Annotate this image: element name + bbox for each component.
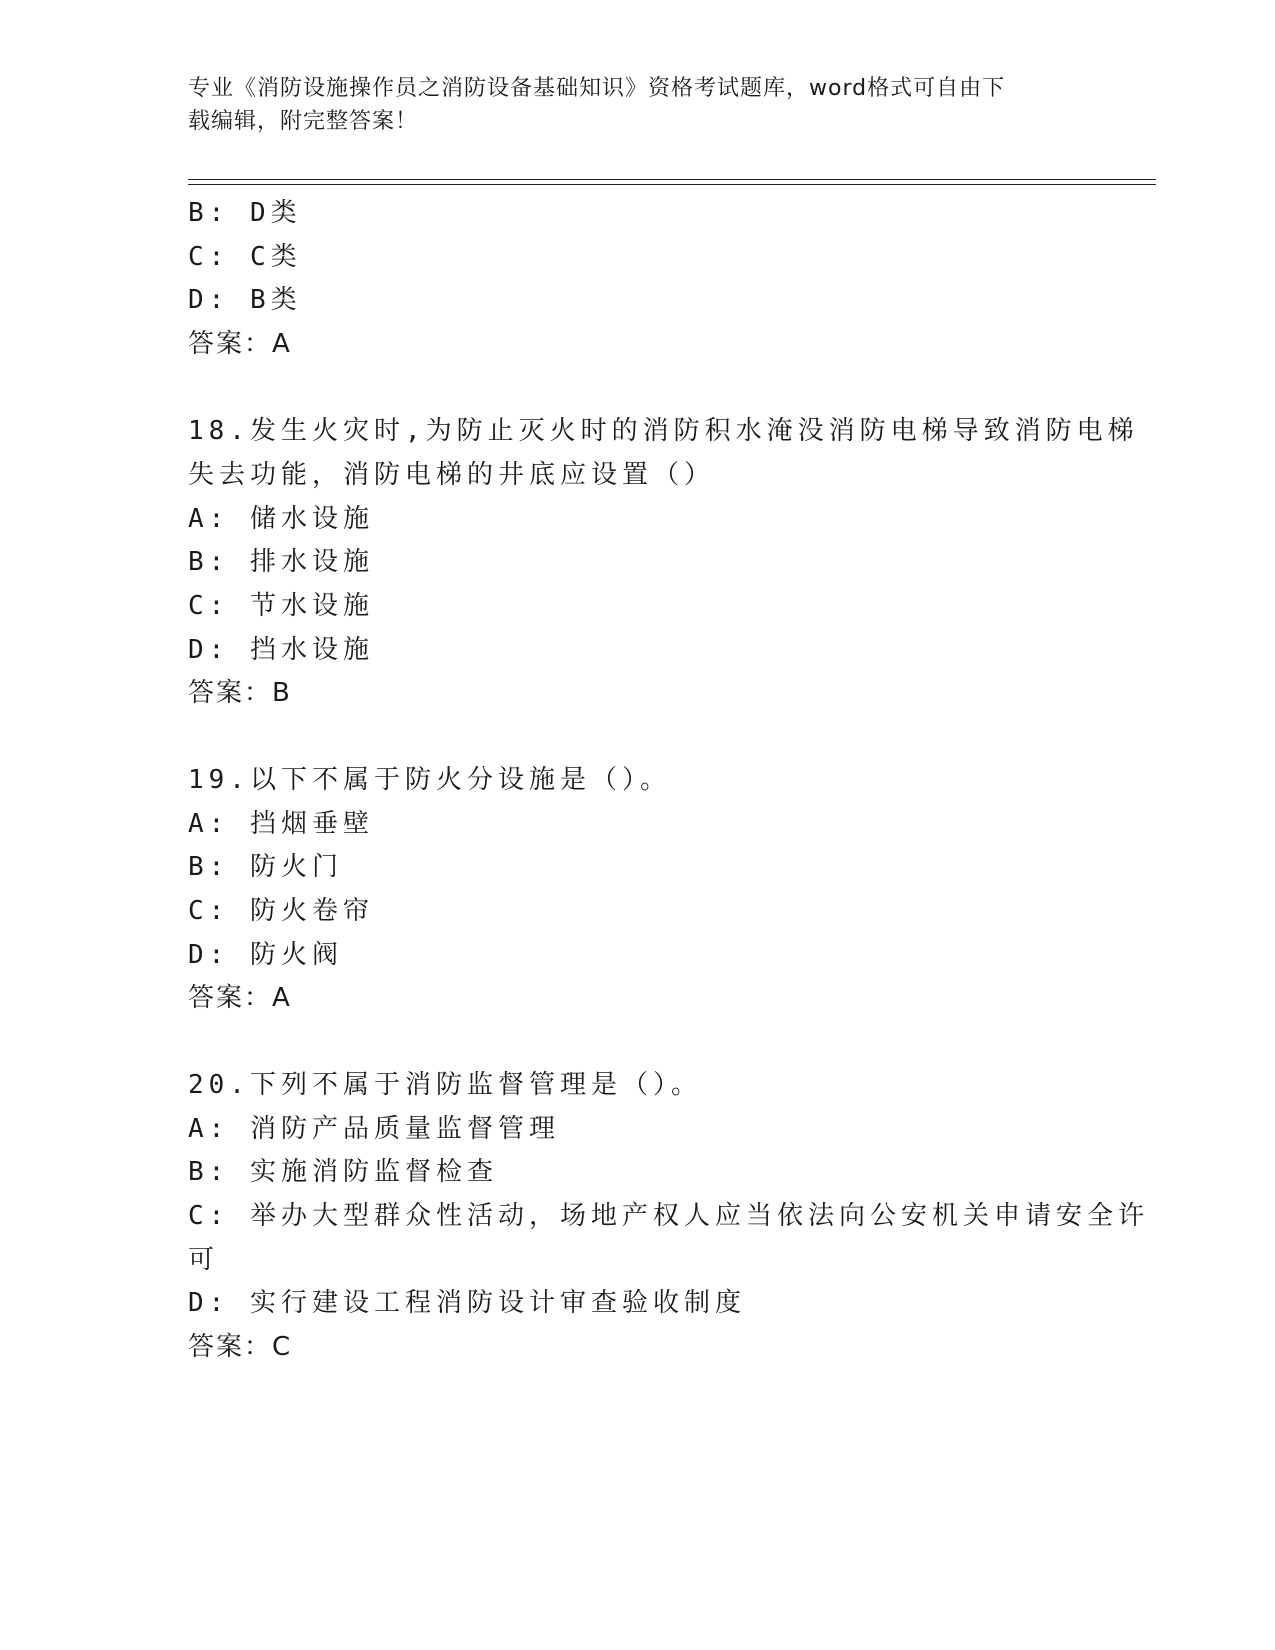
- q20-stem: 20.下列不属于消防监督管理是（）。: [188, 1070, 702, 1100]
- q19-option-b: B: 防火门: [188, 852, 343, 882]
- q17-option-d: D: B类: [188, 285, 302, 315]
- q20-option-b: B: 实施消防监督检查: [188, 1157, 498, 1187]
- q18-option-d: D: 挡水设施: [188, 635, 374, 665]
- header-line-1: 专业《消防设施操作员之消防设备基础知识》资格考试题库，word格式可自由下: [188, 76, 1006, 101]
- q19-option-d: D: 防火阀: [188, 940, 343, 970]
- q20-option-d: D: 实行建设工程消防设计审查验收制度: [188, 1288, 746, 1318]
- q19-stem: 19.以下不属于防火分设施是（）。: [188, 765, 671, 795]
- q20-answer: 答案：C: [188, 1332, 293, 1362]
- header-line-2: 载编辑，附完整答案！: [188, 109, 419, 134]
- q19-option-c: C: 防火卷帘: [188, 896, 374, 926]
- q18-answer: 答案：B: [188, 678, 292, 708]
- document-header: [188, 72, 1078, 138]
- q18-option-a: A: 储水设施: [188, 504, 374, 534]
- q17-option-b: B: D类: [188, 198, 302, 228]
- q20-option-c-line-2: 可: [188, 1245, 220, 1275]
- q17-option-c: C: C类: [188, 242, 302, 272]
- q20-option-c-line-1: C: 举办大型群众性活动，场地产权人应当依法向公安机关申请安全许: [188, 1201, 1149, 1231]
- q17-answer: 答案：A: [188, 329, 292, 359]
- q18-option-b: B: 排水设施: [188, 547, 374, 577]
- header-divider-top: [188, 179, 1156, 180]
- q20-option-a: A: 消防产品质量监督管理: [188, 1114, 560, 1144]
- q18-option-c: C: 节水设施: [188, 591, 374, 621]
- q18-stem-line-1: 18.发生火灾时,为防止灭火时的消防积水淹没消防电梯导致消防电梯: [188, 416, 1139, 446]
- q19-option-a: A: 挡烟垂壁: [188, 809, 374, 839]
- header-divider-bottom: [188, 184, 1156, 185]
- q18-stem-line-2: 失去功能，消防电梯的井底应设置（）: [188, 460, 716, 490]
- q19-answer: 答案：A: [188, 983, 292, 1013]
